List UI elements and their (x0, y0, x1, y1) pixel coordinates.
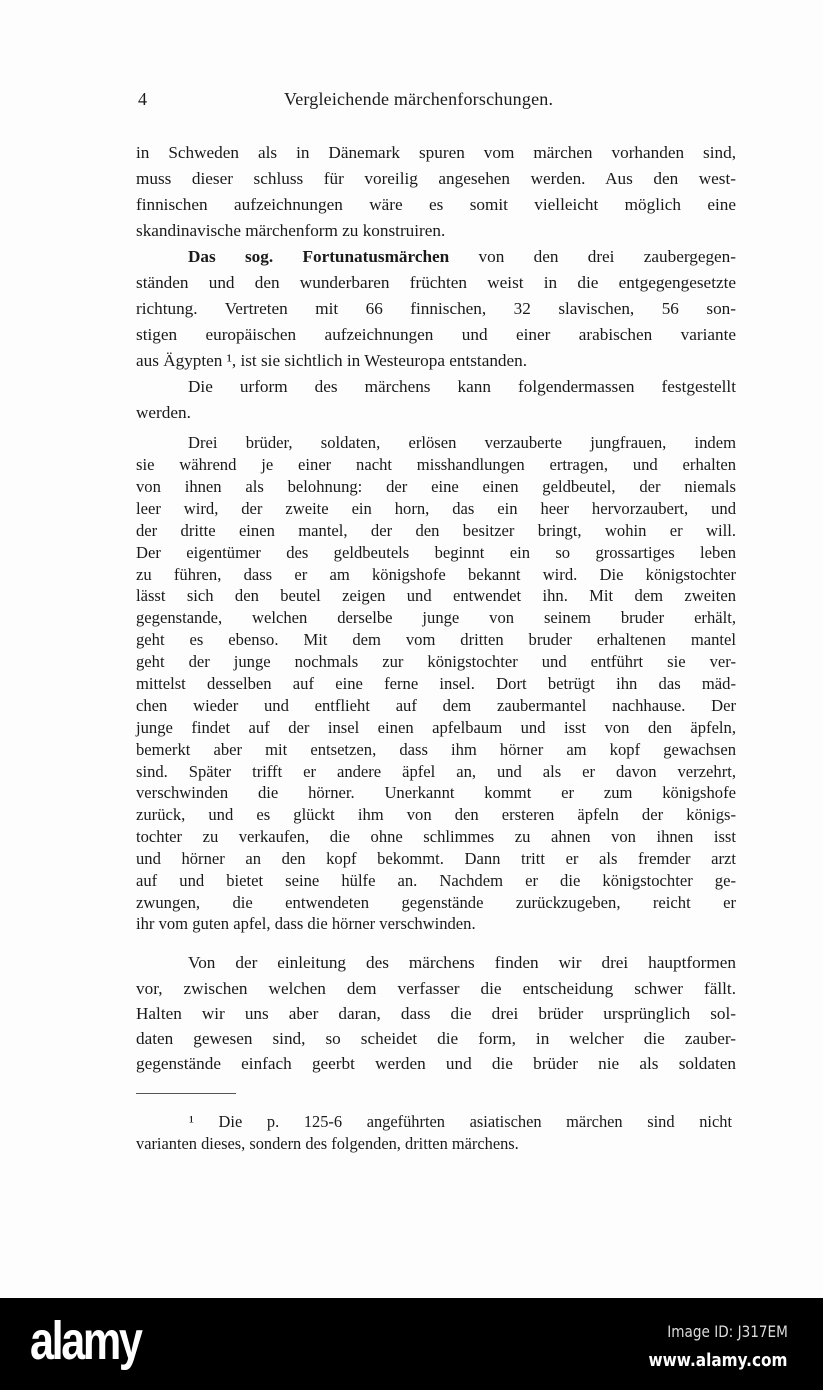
text-line: gegenstande, welchen derselbe junge von seinem bruder erhält, (136, 608, 736, 627)
text-line: Das sog. Fortunatusmärchen von den drei zaubergegen- (188, 247, 736, 266)
text-line: der dritte einen mantel, der den besitzer bringt, wohin er will. (136, 521, 736, 540)
text-line: junge findet auf der insel einen apfelbaum und isst von den äpfeln, (136, 718, 736, 737)
text-line: auf und bietet seine hülfe an. Nachdem er die königstochter ge- (136, 871, 736, 890)
text-line: geht es ebenso. Mit dem vom dritten bruder erhaltenen mantel (136, 630, 736, 649)
watermark-banner (0, 1298, 823, 1390)
text-line: werden. (136, 403, 191, 422)
text-line: geht der junge nochmals zur königstochter und entführt sie ver- (136, 652, 736, 671)
text-line: sie während je einer nacht misshandlungen ertragen, und erhalten (136, 455, 736, 474)
text-line: verschwinden die hörner. Unerkannt kommt er zum königshofe (136, 783, 736, 802)
footnote-line: varianten dieses, sondern des folgenden, dritten märchens. (136, 1134, 519, 1153)
running-title: Vergleichende märchenforschungen. (284, 89, 554, 109)
text-line: aus Ägypten ¹, ist sie sichtlich in Westeuropa entstanden. (136, 351, 528, 370)
text-line: mittelst desselben auf eine ferne insel. Dort betrügt ihn das mäd- (136, 674, 736, 693)
text-line: daten gewesen sind, so scheidet die form, in welcher die zauber- (136, 1029, 736, 1048)
alamy-logo: alamy (30, 1311, 141, 1371)
footnote-rule (136, 1093, 236, 1094)
text-line: Von der einleitung des märchens finden wir drei hauptformen (188, 953, 736, 972)
text-line: gegenstände einfach geerbt werden und die brüder nie als soldaten (136, 1054, 736, 1073)
text-line: stigen europäischen aufzeichnungen und einer arabischen variante (136, 325, 736, 344)
text-line: zurück, und es glückt ihm von den ersteren äpfeln der königs- (136, 805, 736, 824)
text-line: bemerkt aber mit entsetzen, dass ihm hörner am kopf gewachsen (136, 740, 736, 759)
text-line: Der eigentümer des geldbeutels beginnt ein so grossartiges leben (136, 543, 736, 562)
text-line: zu führen, dass er am königshofe bekannt wird. Die königstochter (136, 565, 736, 584)
footnote-line: ¹ Die p. 125-6 angeführten asiatischen märchen sind nicht (189, 1112, 732, 1131)
bold-heading: Das sog. Fortunatusmärchen (188, 247, 450, 266)
text-line: chen wieder und entflieht auf dem zaubermantel nachhause. Der (136, 696, 736, 715)
text-line: ihr vom guten apfel, dass die hörner verschwinden. (136, 914, 476, 933)
text-line: skandinavische märchenform zu konstruiren. (136, 221, 446, 240)
text-line: Die urform des märchens kann folgendermassen festgestellt (188, 377, 736, 396)
text-line: sind. Später trifft er andere äpfel an, und als er davon verzehrt, (136, 762, 736, 781)
text-line: richtung. Vertreten mit 66 finnischen, 32 slavischen, 56 son- (136, 299, 736, 318)
text-line: zwungen, die entwendeten gegenstände zurückzugeben, reicht er (136, 893, 736, 912)
text-line: vor, zwischen welchen dem verfasser die entscheidung schwer fällt. (136, 979, 736, 998)
text-line: Drei brüder, soldaten, erlösen verzauberte jungfrauen, indem (188, 433, 736, 452)
text-line: von ihnen als belohnung: der eine einen geldbeutel, der niemals (136, 477, 736, 496)
text-line: und hörner an den kopf bekommt. Dann tritt er als fremder arzt (136, 849, 736, 868)
image-id: Image ID: J317EM (667, 1322, 788, 1341)
text-line: tochter zu verkaufen, die ohne schlimmes zu ahnen von ihnen isst (136, 827, 736, 846)
page-number: 4 (138, 89, 147, 109)
text-line: lässt sich den beutel zeigen und entwendet ihn. Mit dem zweiten (136, 586, 736, 605)
text-line: leer wird, der zweite ein horn, das ein heer hervorzaubert, und (136, 499, 736, 518)
text-line: in Schweden als in Dänemark spuren vom märchen vorhanden sind, (136, 143, 736, 162)
text-line: ständen und den wunderbaren früchten weist in die entgegengesetzte (136, 273, 736, 292)
text-line: muss dieser schluss für voreilig angesehen werden. Aus den west- (136, 169, 736, 188)
site-url: www.alamy.com (649, 1350, 788, 1371)
text-line: finnischen aufzeichnungen wäre es somit vielleicht möglich eine (136, 195, 736, 214)
text-line: Halten wir uns aber daran, dass die drei brüder ursprünglich sol- (136, 1004, 736, 1023)
